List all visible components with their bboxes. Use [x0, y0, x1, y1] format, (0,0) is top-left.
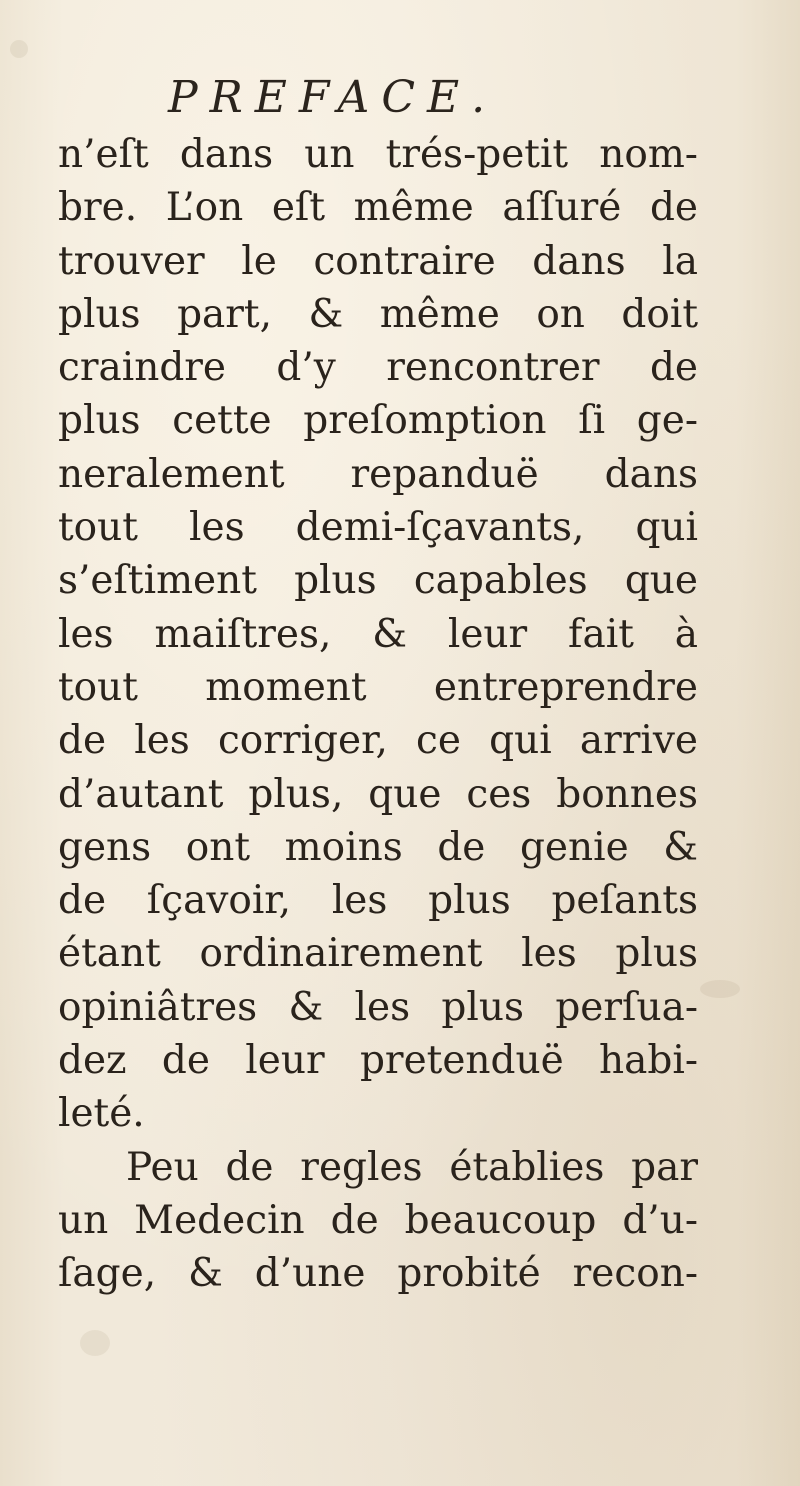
- paper-stain: [700, 980, 740, 998]
- text-line: de les corriger, ce qui arrive: [58, 718, 698, 764]
- text-line: craindre d’y rencontrer de: [58, 345, 698, 391]
- text-line: n’eſt dans un trés-petit nom-: [58, 132, 698, 177]
- text-line: étant ordinairement les plus: [58, 931, 698, 977]
- text-line: de ſçavoir, les plus peſants: [58, 878, 698, 924]
- running-header: PREFACE.: [168, 72, 498, 123]
- text-line: s’eſtiment plus capables que: [58, 558, 698, 604]
- text-line: plus part, & même on doit: [58, 291, 698, 337]
- text-line: trouver le contraire dans la: [58, 238, 698, 284]
- text-line: gens ont moins de genie &: [58, 824, 698, 870]
- paper-stain: [10, 40, 28, 58]
- text-line: opiniâtres & les plus perſua-: [58, 984, 698, 1030]
- text-line: d’autant plus, que ces bonnes: [58, 771, 698, 817]
- text-line: ſage, & d’une probité recon-: [58, 1251, 698, 1297]
- text-line: tout moment entreprendre: [58, 664, 698, 710]
- text-line: neralement repanduë dans: [58, 451, 698, 497]
- text-line: un Medecin de beaucoup d’u-: [58, 1197, 698, 1243]
- text-line: bre. L’on eſt même aſſuré de: [58, 185, 698, 231]
- text-line: dez de leur pretenduë habi-: [58, 1038, 698, 1084]
- text-line: Peu de regles établies par: [126, 1144, 698, 1190]
- text-line: les maiſtres, & leur fait à: [58, 611, 698, 657]
- paper-stain: [80, 1330, 110, 1356]
- text-line: leté.: [58, 1091, 145, 1137]
- text-line: plus cette preſomption ſi ge-: [58, 398, 698, 444]
- body-text: [58, 128, 698, 1301]
- text-line: tout les demi-ſçavants, qui: [58, 505, 698, 551]
